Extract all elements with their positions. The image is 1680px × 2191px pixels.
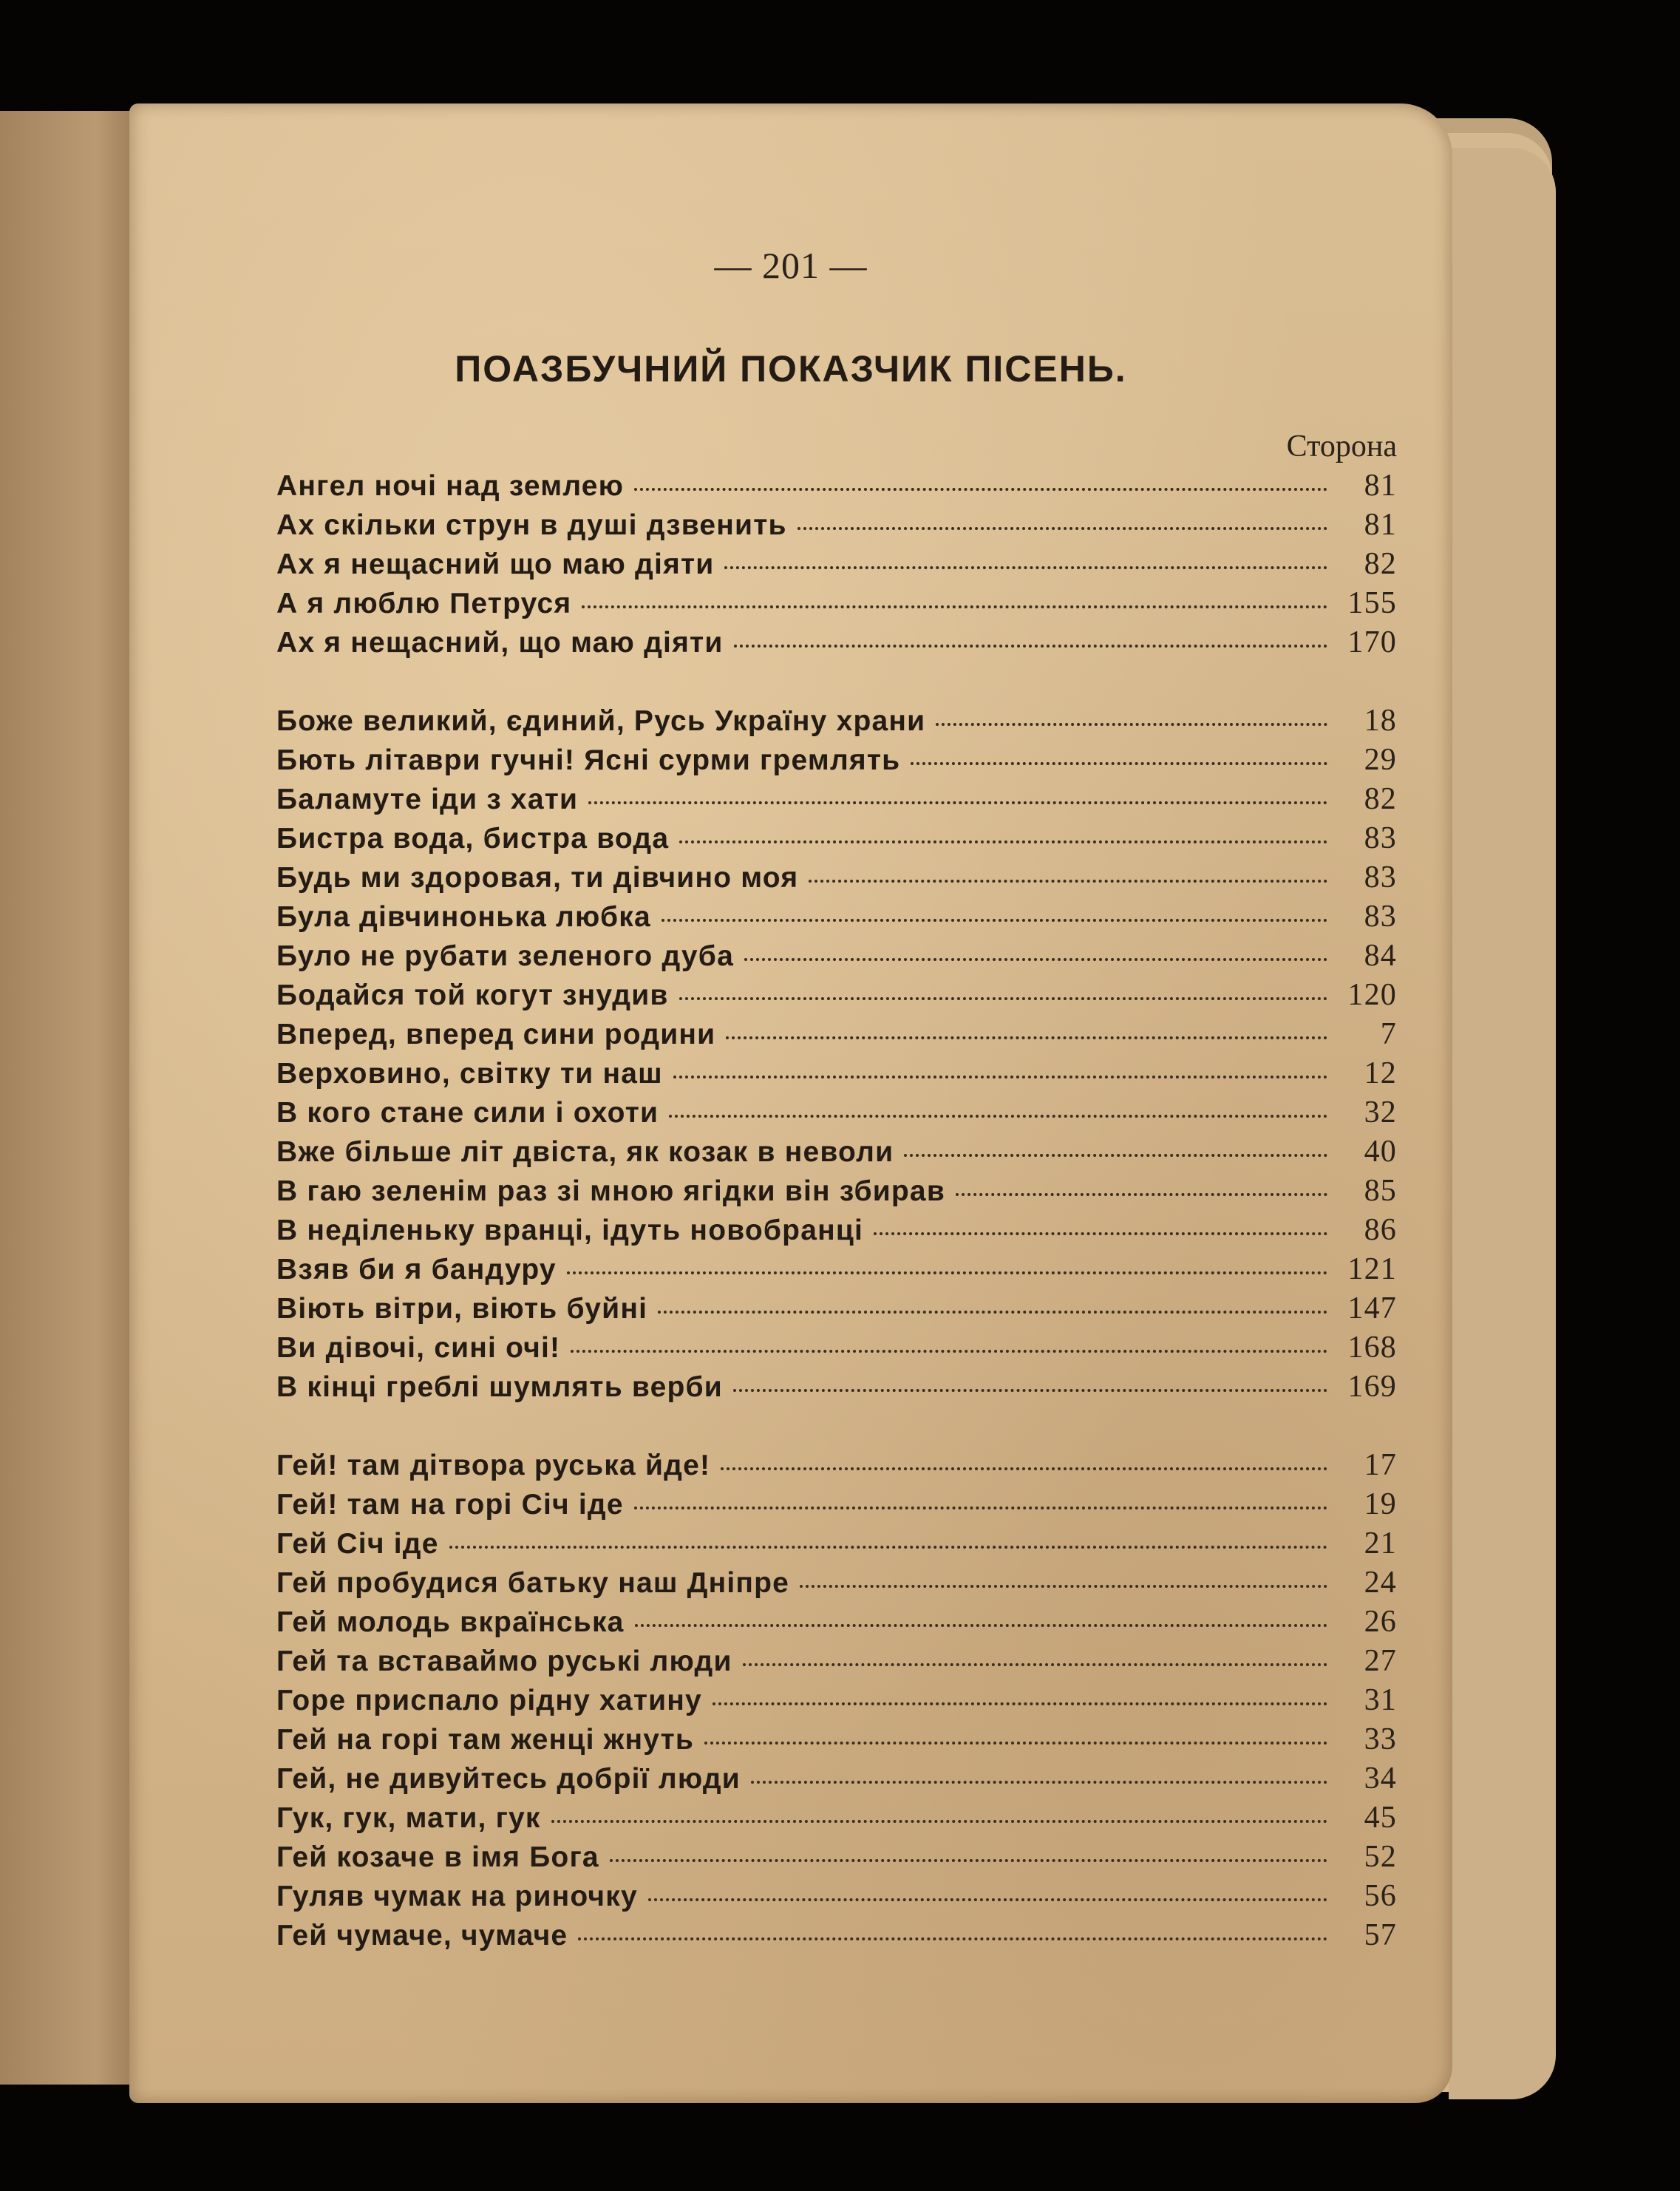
song-page-number: 83 <box>1364 900 1397 934</box>
dot-leader <box>582 605 1327 608</box>
index-entry <box>276 1134 1397 1173</box>
song-page-number: 12 <box>1364 1056 1397 1090</box>
dot-leader <box>634 1506 1327 1509</box>
song-page-number: 83 <box>1364 821 1397 855</box>
song-page-number: 32 <box>1364 1096 1397 1130</box>
index-entry <box>276 1604 1397 1643</box>
song-title: Вже більше літ двіста, як козак в неволи <box>276 1136 894 1168</box>
song-page-number: 27 <box>1364 1644 1397 1678</box>
song-title: Ангел ночі над землею <box>276 470 625 502</box>
index-entry <box>276 1447 1397 1487</box>
song-title: Ви дівочі, сині очі! <box>276 1332 561 1364</box>
song-page-number: 7 <box>1380 1017 1397 1051</box>
dot-leader <box>679 997 1327 1000</box>
dot-leader <box>726 1036 1327 1039</box>
index-entry <box>276 1056 1397 1095</box>
song-title: Гей пробудися батьку наш Дніпре <box>276 1567 790 1599</box>
song-title: Баламуте іди з хати <box>276 784 579 815</box>
index-entry <box>276 1251 1397 1291</box>
song-page-number: 170 <box>1347 625 1397 659</box>
page-stack-edge <box>1449 148 1556 2099</box>
index-entry <box>276 1839 1397 1878</box>
index-entry <box>276 1917 1397 1957</box>
song-page-number: 120 <box>1347 978 1397 1012</box>
index-entry <box>276 977 1397 1016</box>
dot-leader <box>936 723 1327 726</box>
song-title: Була дівчинонька любка <box>276 901 651 933</box>
index-section <box>276 468 1397 664</box>
song-title: Гей! там на горі Січ іде <box>276 1489 624 1521</box>
dot-leader <box>648 1898 1327 1901</box>
dot-leader <box>669 1115 1327 1118</box>
song-page-number: 81 <box>1364 469 1397 503</box>
dot-leader <box>800 1585 1327 1588</box>
index-entry <box>276 1487 1397 1526</box>
dot-leader <box>567 1271 1327 1274</box>
song-page-number: 81 <box>1364 508 1397 542</box>
song-page-number: 40 <box>1364 1135 1397 1169</box>
dot-leader <box>551 1820 1327 1823</box>
index-entry <box>276 938 1397 977</box>
song-title: В кого стане сили і охоти <box>276 1097 659 1129</box>
index-entry <box>276 585 1397 625</box>
index-entry <box>276 1173 1397 1212</box>
song-page-number: 85 <box>1364 1174 1397 1208</box>
index-entry <box>276 625 1397 664</box>
song-title: Будь ми здоровая, ти дівчино моя <box>276 862 799 894</box>
song-page-number: 83 <box>1364 860 1397 894</box>
index-entry <box>276 1800 1397 1839</box>
song-page-number: 82 <box>1364 782 1397 816</box>
song-page-number: 17 <box>1364 1448 1397 1482</box>
song-title: Взяв би я бандуру <box>276 1254 557 1285</box>
song-page-number: 121 <box>1347 1252 1397 1286</box>
song-page-number: 155 <box>1347 586 1397 620</box>
index-entry <box>276 1526 1397 1565</box>
song-title: Гей чумаче, чумаче <box>276 1920 568 1951</box>
song-page-number: 52 <box>1364 1840 1397 1874</box>
dot-leader <box>634 488 1327 491</box>
song-title: Вперед, вперед сини родини <box>276 1019 716 1050</box>
song-title: Ах скільки струн в душі дзвенить <box>276 509 787 541</box>
song-page-number: 31 <box>1364 1683 1397 1717</box>
dot-leader <box>743 1663 1327 1666</box>
book-page <box>129 103 1452 2103</box>
song-title: Гей на горі там женці жнуть <box>276 1724 695 1756</box>
index-entry <box>276 899 1397 938</box>
song-title: А я люблю Петруся <box>276 588 572 619</box>
dot-leader <box>658 1311 1327 1314</box>
dot-leader <box>724 566 1327 569</box>
dot-leader <box>704 1742 1327 1745</box>
index-entry <box>276 1212 1397 1251</box>
song-page-number: 18 <box>1364 704 1397 738</box>
song-page-number: 34 <box>1364 1762 1397 1796</box>
index-entry <box>276 1682 1397 1722</box>
song-page-number: 147 <box>1347 1291 1397 1325</box>
song-title: Бодайся той когут знудив <box>276 979 669 1011</box>
index-entry <box>276 860 1397 899</box>
dot-leader <box>904 1154 1327 1157</box>
index-entry <box>276 1722 1397 1761</box>
song-title: Верховино, світку ти наш <box>276 1058 663 1090</box>
dot-leader <box>744 958 1327 961</box>
index-entry <box>276 821 1397 860</box>
dot-leader <box>679 840 1327 843</box>
page-number: — 201 — <box>714 245 868 286</box>
song-page-number: 21 <box>1364 1526 1397 1560</box>
song-title: Гей! там дітвора руська йде! <box>276 1450 711 1481</box>
song-title: Бистра вода, бистра вода <box>276 823 670 855</box>
song-page-number: 84 <box>1364 939 1397 973</box>
song-page-number: 169 <box>1347 1370 1397 1404</box>
dot-leader <box>874 1232 1327 1235</box>
dot-leader <box>578 1937 1327 1940</box>
index-entry <box>276 546 1397 585</box>
dot-leader <box>571 1350 1327 1353</box>
dot-leader <box>588 801 1327 804</box>
page-title: ПОАЗБУЧНИЙ ПОКАЗЧИК ПІСЕНЬ. <box>455 348 1127 390</box>
song-title: Гей козаче в імя Бога <box>276 1841 599 1873</box>
index-entry <box>276 1016 1397 1056</box>
index-entry <box>276 1761 1397 1800</box>
song-page-number: 33 <box>1364 1722 1397 1756</box>
dot-leader <box>911 762 1327 765</box>
index-entry <box>276 1643 1397 1682</box>
song-title: В кінці греблі шумлять верби <box>276 1371 723 1403</box>
song-title: Горе приспало рідну хатину <box>276 1685 702 1716</box>
dot-leader <box>662 919 1327 922</box>
index-entry <box>276 468 1397 507</box>
song-title: Гей та вставаймо руські люди <box>276 1645 732 1677</box>
song-page-number: 26 <box>1364 1605 1397 1639</box>
dot-leader <box>956 1193 1327 1196</box>
song-title: Гей, не дивуйтесь добрії люди <box>276 1763 741 1795</box>
index-entry <box>276 507 1397 546</box>
song-title: Гуляв чумак на риночку <box>276 1881 638 1912</box>
dot-leader <box>673 1076 1327 1078</box>
song-title: Гей Січ іде <box>276 1528 439 1560</box>
dot-leader <box>449 1546 1327 1549</box>
dot-leader <box>713 1702 1327 1705</box>
index-entry <box>276 742 1397 781</box>
song-page-number: 82 <box>1364 547 1397 581</box>
index-entry <box>276 1369 1397 1408</box>
dot-leader <box>751 1781 1327 1784</box>
song-title: Бють літаври гучні! Ясні сурми гремлять <box>276 744 901 776</box>
dot-leader <box>798 527 1327 530</box>
song-title: Ах я нещасний, що маю діяти <box>276 627 724 659</box>
song-page-number: 45 <box>1364 1801 1397 1835</box>
song-page-number: 56 <box>1364 1879 1397 1913</box>
index-entry <box>276 1878 1397 1917</box>
dot-leader <box>721 1467 1327 1470</box>
page-column-label: Сторона <box>1286 429 1397 463</box>
song-title: Віють вітри, віють буйні <box>276 1293 648 1325</box>
dot-leader <box>734 645 1327 648</box>
song-page-number: 29 <box>1364 743 1397 777</box>
song-title: Гей молодь вкраїнська <box>276 1606 625 1638</box>
index-entry <box>276 1565 1397 1604</box>
song-page-number: 19 <box>1364 1487 1397 1521</box>
dot-leader <box>610 1859 1327 1862</box>
index-entry <box>276 1291 1397 1330</box>
song-title: Ах я нещасний що маю діяти <box>276 548 715 580</box>
song-title: Боже великий, єдиний, Русь Україну храни <box>276 705 926 737</box>
song-page-number: 86 <box>1364 1213 1397 1247</box>
index-section <box>276 1447 1397 1957</box>
index-section <box>276 703 1397 1408</box>
song-index <box>276 468 1397 1957</box>
index-entry <box>276 1095 1397 1134</box>
song-title: Було не рубати зеленого дуба <box>276 940 734 972</box>
song-page-number: 24 <box>1364 1566 1397 1600</box>
song-title: В гаю зеленім раз зі мною ягідки він збирав <box>276 1175 945 1207</box>
index-entry <box>276 781 1397 821</box>
song-title: В неділеньку вранці, ідуть новобранці <box>276 1215 864 1246</box>
song-title: Гук, гук, мати, гук <box>276 1802 541 1834</box>
dot-leader <box>733 1389 1327 1392</box>
dot-leader <box>809 880 1327 883</box>
song-page-number: 168 <box>1347 1331 1397 1365</box>
index-entry <box>276 1330 1397 1369</box>
song-page-number: 57 <box>1364 1918 1397 1952</box>
dot-leader <box>635 1624 1327 1627</box>
index-entry <box>276 703 1397 742</box>
